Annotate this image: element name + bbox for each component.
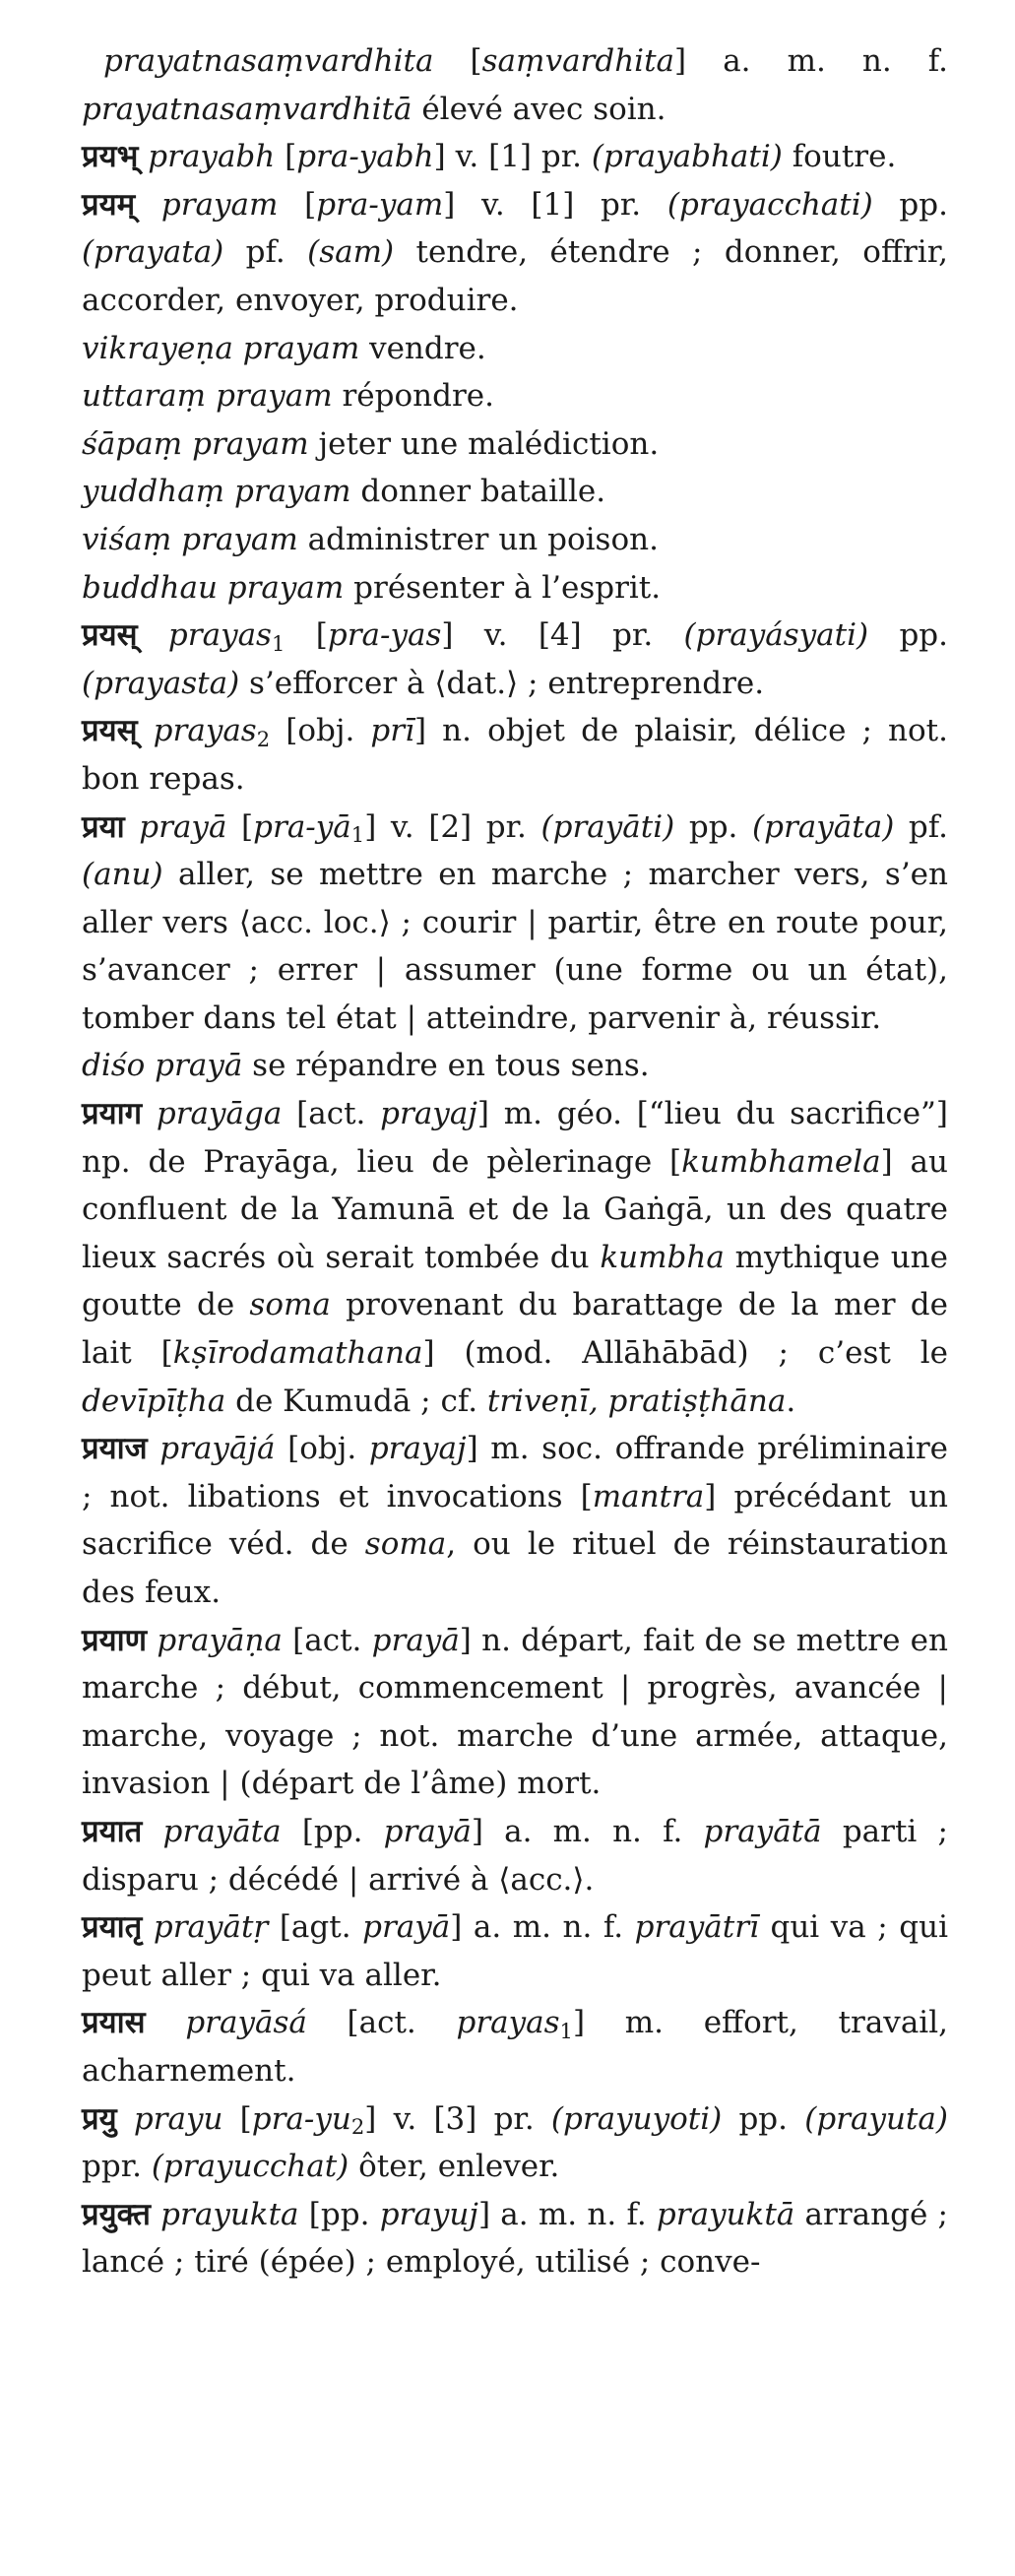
entry-text: [obj. xyxy=(275,1431,369,1467)
entry-text: administrer un poison. xyxy=(297,521,659,557)
italic-text: pra-yu xyxy=(251,2100,351,2137)
italic-text: prayāsá xyxy=(185,2005,307,2041)
entry-text: [act. xyxy=(306,2005,457,2041)
entry-text: ] n. départ, fait de se mettre en marche ; début, commencement | progrès, avancée | marche, voyage ; not. marche d’une armée, attaque, invasion | (départ de l’âme) mort. xyxy=(82,1622,948,1802)
italic-text: buddhau prayam xyxy=(82,569,345,606)
devanagari-headword: प्रयाग xyxy=(82,1096,143,1132)
italic-text: prayaj xyxy=(380,1096,477,1132)
italic-text: prī xyxy=(370,713,414,749)
entry-text: pp. xyxy=(674,808,753,845)
devanagari-headword: प्रयातृ xyxy=(82,1909,143,1946)
dictionary-subentry xyxy=(82,468,948,516)
dictionary-entry-prayatr xyxy=(82,1903,948,1999)
entry-text: [ xyxy=(278,186,317,223)
italic-text: (anu) xyxy=(82,857,163,893)
entry-text: parti ; disparu ; décédé | arrivé à ⟨acc.⟩. xyxy=(82,1813,948,1898)
dictionary-entry-prayu xyxy=(82,2095,948,2191)
italic-text: (prayāti) xyxy=(540,808,675,845)
dictionary-entry-prayas2 xyxy=(82,707,948,803)
italic-text: mantra xyxy=(592,1478,705,1514)
entry-text: , ou le rituel de réinstauration des feux. xyxy=(82,1526,948,1610)
italic-text: diśo prayā xyxy=(82,1048,243,1084)
italic-text: (prayuta) xyxy=(804,2100,948,2137)
entry-text: pp. xyxy=(872,186,948,223)
italic-text: saṃvardhita xyxy=(481,43,675,79)
entry-text: répondre. xyxy=(332,378,494,415)
italic-text: prayātā xyxy=(703,1813,822,1849)
italic-text: soma xyxy=(364,1526,447,1563)
entry-text: ] m. effort, travail, acharnement. xyxy=(82,2005,948,2089)
italic-text: pra-yas xyxy=(327,617,442,654)
entry-text: [act. xyxy=(282,1622,372,1658)
entry-text: donner bataille. xyxy=(350,474,606,510)
entry-text: arrangé ; lancé ; tiré (épée) ; employé, utilisé ; conve- xyxy=(82,2196,948,2281)
dictionary-entry-prayabh xyxy=(82,133,948,181)
entry-text: ] au confluent de la Yamunā et de la Gaṅgā, un des quatre lieux sacrés où serait tombée du xyxy=(82,1143,948,1275)
italic-text: prayas xyxy=(153,713,257,749)
italic-text: pra-yam xyxy=(316,186,444,223)
devanagari-headword: प्रयस् xyxy=(82,713,138,749)
entry-text: [act. xyxy=(282,1096,381,1132)
entry-text: pf. xyxy=(894,808,948,845)
entry-text: ] m. soc. offrande préliminaire ; not. libations et invocations [ xyxy=(82,1431,949,1514)
entry-text: ] v. [2] pr. xyxy=(364,808,541,845)
italic-text: devīpīṭha xyxy=(82,1383,226,1419)
entry-text: ] v. [1] pr. xyxy=(443,186,667,223)
italic-text: prayātrī xyxy=(634,1909,759,1946)
italic-text: prayā xyxy=(371,1622,460,1658)
entry-text: élevé avec soin. xyxy=(412,91,666,127)
entry-text: jeter une malédiction. xyxy=(308,425,660,462)
devanagari-headword: प्रयु xyxy=(82,2100,117,2137)
subscript-index: 1 xyxy=(559,2019,573,2044)
entry-text: pp. xyxy=(722,2100,805,2137)
entry-text: vendre. xyxy=(359,330,486,366)
entry-text: foutre. xyxy=(782,139,897,175)
dictionary-entry-prayas1 xyxy=(82,612,948,707)
dictionary-subentry xyxy=(82,420,948,469)
entry-text: . xyxy=(786,1383,796,1419)
italic-text: prayukta xyxy=(160,2196,299,2232)
italic-text: (prayabhati) xyxy=(591,139,783,175)
italic-text: prayā xyxy=(383,1813,472,1849)
italic-text: prayā xyxy=(139,808,227,845)
dictionary-subentry xyxy=(82,564,948,612)
italic-text: prayam xyxy=(160,186,279,223)
entry-text: ] m. géo. [“lieu du sacrifice”] np. de Prayāga, lieu de pèlerinage [ xyxy=(82,1096,948,1180)
italic-text: uttaraṃ prayam xyxy=(82,378,333,415)
italic-text: śāpaṃ prayam xyxy=(82,425,309,462)
entry-text: ] précédant un sacrifice véd. de xyxy=(82,1478,948,1563)
entry-text: aller, se mettre en marche ; marcher vers, s’en aller vers ⟨acc. loc.⟩ ; courir | partir, être en route pour, s’avancer ; errer | assumer (une forme ou un état), tomber dans tel état | atteindre, parvenir à, réussir. xyxy=(82,857,948,1036)
dictionary-entry-prayaja xyxy=(82,1425,948,1616)
dictionary-subentry xyxy=(82,372,948,420)
dictionary-entry-prayana xyxy=(82,1617,948,1808)
entry-text: ] a. m. n. f. xyxy=(674,43,948,79)
dictionary-entry-prayasa xyxy=(82,1999,948,2094)
italic-text: prayuktā xyxy=(656,2196,795,2232)
entry-text: pp. xyxy=(868,617,948,654)
entry-text: provenant du barattage de la mer de lait [ xyxy=(82,1287,948,1372)
dictionary-entry-prayata xyxy=(82,1808,948,1903)
italic-text: (prayata) xyxy=(82,234,224,271)
devanagari-headword: प्रया xyxy=(82,808,125,845)
entry-text: ] v. [3] pr. xyxy=(364,2100,551,2137)
italic-text: prayabh xyxy=(148,139,276,175)
italic-text: prayas xyxy=(456,2005,560,2041)
entry-text: ] a. m. n. f. xyxy=(477,2196,657,2232)
dictionary-entry-prayatnasamvardhita xyxy=(82,37,948,133)
entry-text: [agt. xyxy=(268,1909,363,1946)
italic-text: pra-yā xyxy=(253,808,351,845)
italic-text: kumbhamela xyxy=(681,1143,881,1180)
italic-text: prayas xyxy=(167,617,272,654)
italic-text: (prayásyati) xyxy=(683,617,869,654)
italic-text: prayaj xyxy=(368,1431,467,1467)
dictionary-entry-praya xyxy=(82,804,948,1043)
entry-text: [obj. xyxy=(270,713,371,749)
italic-text: (prayucchat) xyxy=(151,2149,349,2185)
italic-text: prayāṇa xyxy=(157,1622,283,1658)
italic-text: prayatnasaṃvardhita xyxy=(103,43,434,79)
devanagari-headword: प्रयभ् xyxy=(82,139,139,175)
entry-text: [ xyxy=(285,617,328,654)
entry-text: pf. xyxy=(223,234,308,271)
dictionary-subentry xyxy=(82,325,948,373)
devanagari-headword: प्रयुक्त xyxy=(82,2196,151,2232)
italic-text: prayatnasaṃvardhitā xyxy=(82,91,412,127)
devanagari-headword: प्रयम् xyxy=(82,186,136,223)
dictionary-page xyxy=(82,37,948,2286)
italic-text: viśaṃ prayam xyxy=(82,521,298,557)
italic-text: prayāga xyxy=(156,1096,283,1132)
entry-text: se répandre en tous sens. xyxy=(242,1048,650,1084)
italic-text: prayā xyxy=(362,1909,451,1946)
entry-text: ] v. [4] pr. xyxy=(441,617,684,654)
italic-text: prayājá xyxy=(159,1431,276,1467)
entry-text: qui va ; qui peut aller ; qui va aller. xyxy=(82,1909,948,1993)
italic-text: kṣīrodamathana xyxy=(172,1335,423,1372)
dictionary-subentry xyxy=(82,1042,948,1090)
entry-text: présenter à l’esprit. xyxy=(344,569,662,606)
dictionary-entry-prayaga xyxy=(82,1090,948,1425)
italic-text: soma xyxy=(249,1287,331,1323)
entry-text: [ xyxy=(275,139,297,175)
dictionary-subentry xyxy=(82,516,948,564)
devanagari-headword: प्रयास xyxy=(82,2005,146,2041)
italic-text: prayātṛ xyxy=(153,1909,269,1946)
italic-text: vikrayeṇa prayam xyxy=(82,330,360,366)
italic-text: (prayacchati) xyxy=(666,186,873,223)
entry-text: [pp. xyxy=(298,2196,380,2232)
entry-text: [pp. xyxy=(281,1813,384,1849)
italic-text: (prayāta) xyxy=(752,808,895,845)
italic-text: yuddhaṃ prayam xyxy=(82,474,351,510)
italic-text: pra-yabh xyxy=(296,139,434,175)
devanagari-headword: प्रयाण xyxy=(82,1622,148,1658)
entry-text: [ xyxy=(433,43,482,79)
italic-text: prayuj xyxy=(379,2196,478,2232)
italic-text: (prayuyoti) xyxy=(550,2100,723,2137)
entry-text: de Kumudā ; cf. xyxy=(225,1383,487,1419)
italic-text: prayāta xyxy=(162,1813,282,1849)
devanagari-headword: प्रयस् xyxy=(82,617,138,654)
entry-text: ppr. xyxy=(82,2149,152,2185)
entry-text: ] n. objet de plaisir, délice ; not. bon repas. xyxy=(82,713,948,797)
devanagari-headword: प्रयाज xyxy=(82,1431,148,1467)
entry-text: tendre, étendre ; donner, offrir, accorder, envoyer, produire. xyxy=(82,234,948,318)
entry-text: s’efforcer à ⟨dat.⟩ ; entreprendre. xyxy=(239,665,765,701)
entry-text: ] a. m. n. f. xyxy=(471,1813,704,1849)
subscript-index: 1 xyxy=(271,631,285,657)
italic-text: (prayasta) xyxy=(82,665,240,701)
italic-text: (sam) xyxy=(307,234,395,271)
italic-text: triveṇī, pratiṣṭhāna xyxy=(486,1383,787,1419)
devanagari-headword: प्रयात xyxy=(82,1813,143,1849)
dictionary-entry-prayukta xyxy=(82,2191,948,2286)
entry-text: [ xyxy=(222,2100,252,2137)
subscript-index: 1 xyxy=(350,822,365,848)
entry-text: mythique une goutte de xyxy=(82,1239,948,1323)
entry-text: [ xyxy=(226,808,254,845)
entry-text: ] (mod. Allāhābād) ; c’est le xyxy=(422,1335,948,1372)
italic-text: kumbha xyxy=(600,1239,725,1275)
italic-text: prayu xyxy=(133,2100,223,2137)
entry-text: ôter, enlever. xyxy=(349,2149,560,2185)
entry-text: ] a. m. n. f. xyxy=(450,1909,635,1946)
subscript-index: 2 xyxy=(256,727,271,752)
dictionary-entry-prayam xyxy=(82,181,948,325)
entry-text: ] v. [1] pr. xyxy=(433,139,592,175)
subscript-index: 2 xyxy=(350,2114,365,2140)
